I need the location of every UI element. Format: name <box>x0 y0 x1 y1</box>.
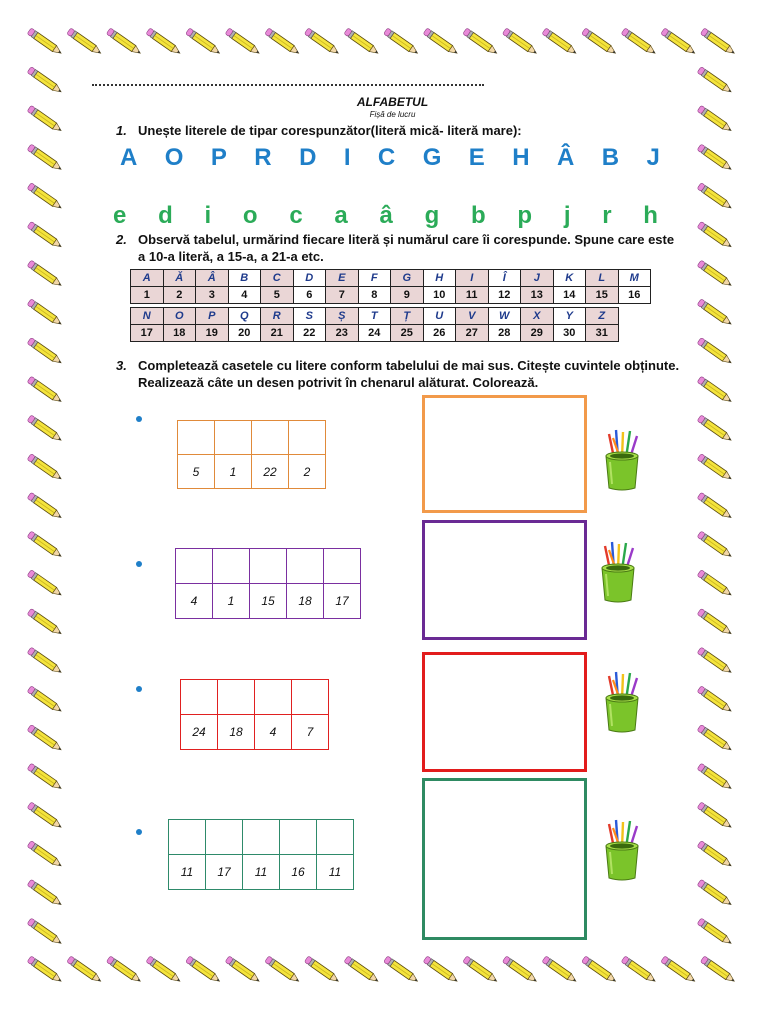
pencil-icon <box>697 415 733 443</box>
exercise-1-number: 1. <box>116 123 127 138</box>
alphabet-letter-cell: S <box>293 308 326 325</box>
pencil-cup-icon <box>600 818 644 882</box>
letter-input-cell[interactable] <box>288 420 326 455</box>
letter-input-cell[interactable] <box>291 679 329 715</box>
exercise-3-number: 3. <box>116 358 127 373</box>
lowercase-letter[interactable]: c <box>289 202 303 229</box>
alphabet-letter-cell: B <box>228 270 261 287</box>
pencil-icon <box>697 918 733 946</box>
alphabet-number-cell: 18 <box>163 325 196 342</box>
exercise-3-text-2: Realizează câte un desen potrivit în chenarul alăturat. Colorează. <box>138 375 539 390</box>
alphabet-table-row-1 <box>130 269 651 304</box>
lowercase-letter[interactable]: g <box>424 202 440 229</box>
alphabet-letter-cell: Î <box>488 270 521 287</box>
alphabet-letter-cell: X <box>521 308 554 325</box>
pencil-icon <box>27 802 63 830</box>
alphabet-letter-cell: L <box>586 270 619 287</box>
pencil-icon <box>383 28 419 56</box>
pencil-icon <box>581 28 617 56</box>
number-cell: 4 <box>175 583 213 619</box>
pencil-icon <box>27 454 63 482</box>
pencil-icon <box>27 956 63 984</box>
letter-input-cell[interactable] <box>212 548 250 584</box>
pencil-icon <box>27 183 63 211</box>
pencil-icon <box>146 956 182 984</box>
pencil-icon <box>697 492 733 520</box>
pencil-icon <box>27 144 63 172</box>
pencil-icon <box>265 956 301 984</box>
number-cell: 18 <box>286 583 324 619</box>
number-cell: 1 <box>214 454 252 489</box>
alphabet-number-cell: 27 <box>456 325 489 342</box>
alphabet-number-cell: 2 <box>163 287 196 304</box>
pencil-icon <box>265 28 301 56</box>
alphabet-number-cell: 15 <box>586 287 619 304</box>
uppercase-letters <box>120 144 660 172</box>
uppercase-letter[interactable]: Â <box>556 144 575 171</box>
pencil-icon <box>621 956 657 984</box>
number-cell: 5 <box>177 454 215 489</box>
pencil-icon <box>697 221 733 249</box>
exercise-2-text-1: Observă tabelul, urmărind fiecare literă și numărul care îi corespunde. Spune care este <box>138 232 675 247</box>
alphabet-letter-cell: G <box>391 270 424 287</box>
exercise-3-text-1: Completează casetele cu litere conform tabelului de mai sus. Citește cuvintele obținute. <box>138 358 680 373</box>
pencil-icon <box>185 28 221 56</box>
bullet-point <box>136 829 142 835</box>
alphabet-letter-cell: U <box>423 308 456 325</box>
pencil-icon <box>67 28 103 56</box>
alphabet-letter-cell: R <box>261 308 294 325</box>
word-grid-2 <box>175 548 360 618</box>
number-cell: 24 <box>180 714 218 750</box>
pencil-icon <box>304 28 340 56</box>
pencil-icon <box>27 415 63 443</box>
alphabet-letter-cell: Y <box>553 308 586 325</box>
uppercase-letter[interactable]: P <box>210 144 227 171</box>
alphabet-number-cell: 19 <box>196 325 229 342</box>
alphabet-table-row-2 <box>130 307 619 342</box>
alphabet-letter-cell: Â <box>196 270 229 287</box>
pencil-icon <box>463 28 499 56</box>
word-grid-4 <box>168 819 353 889</box>
alphabet-letter-cell: Ă <box>163 270 196 287</box>
letter-input-cell[interactable] <box>217 679 255 715</box>
pencil-icon <box>344 28 380 56</box>
pencil-icon <box>697 724 733 752</box>
pencil-icon <box>542 28 578 56</box>
number-cell: 1 <box>212 583 250 619</box>
pencil-icon <box>697 686 733 714</box>
pencil-icon <box>581 956 617 984</box>
alphabet-number-cell: 20 <box>228 325 261 342</box>
pencil-icon <box>27 841 63 869</box>
pencil-icon <box>700 956 736 984</box>
letter-input-cell[interactable] <box>242 819 280 855</box>
letter-input-cell[interactable] <box>205 819 243 855</box>
page-title: ALFABETUL <box>356 95 429 109</box>
pencil-icon <box>697 454 733 482</box>
pencil-icon <box>423 28 459 56</box>
pencil-icon <box>697 763 733 791</box>
pencil-icon <box>27 299 63 327</box>
pencil-icon <box>697 841 733 869</box>
number-cell: 2 <box>288 454 326 489</box>
word-grid-1 <box>177 420 325 488</box>
letter-input-cell[interactable] <box>249 548 287 584</box>
uppercase-letter[interactable]: H <box>512 144 530 171</box>
pencil-icon <box>383 956 419 984</box>
pencil-icon <box>106 956 142 984</box>
drawing-box-4[interactable] <box>422 778 587 940</box>
pencil-icon <box>697 531 733 559</box>
letter-input-cell[interactable] <box>251 420 289 455</box>
pencil-icon <box>502 28 538 56</box>
pencil-icon <box>697 879 733 907</box>
lowercase-letter[interactable]: h <box>643 202 658 229</box>
pencil-icon <box>27 221 63 249</box>
drawing-box-1[interactable] <box>422 395 587 513</box>
letter-input-cell[interactable] <box>316 819 354 855</box>
number-cell: 17 <box>323 583 361 619</box>
alphabet-number-cell: 3 <box>196 287 229 304</box>
number-cell: 15 <box>249 583 287 619</box>
pencil-icon <box>542 956 578 984</box>
pencil-icon <box>27 608 63 636</box>
lowercase-letter[interactable]: o <box>242 202 258 229</box>
pencil-icon <box>67 956 103 984</box>
pencil-icon <box>27 337 63 365</box>
alphabet-letter-cell: D <box>293 270 326 287</box>
letter-input-cell[interactable] <box>323 548 361 584</box>
alphabet-number-cell: 8 <box>358 287 391 304</box>
pencil-icon <box>697 802 733 830</box>
pencil-icon <box>27 918 63 946</box>
alphabet-number-cell: 21 <box>261 325 294 342</box>
alphabet-number-cell: 13 <box>521 287 554 304</box>
alphabet-letter-cell: C <box>261 270 294 287</box>
pencil-icon <box>423 956 459 984</box>
letter-input-cell[interactable] <box>175 548 213 584</box>
alphabet-number-cell: 11 <box>456 287 489 304</box>
lowercase-letter[interactable]: j <box>563 202 571 229</box>
alphabet-letter-cell: I <box>456 270 489 287</box>
pencil-icon <box>697 183 733 211</box>
drawing-box-3[interactable] <box>422 652 587 772</box>
alphabet-number-cell: 30 <box>553 325 586 342</box>
lowercase-letter[interactable]: p <box>517 202 533 229</box>
exercise-2-number: 2. <box>116 232 127 247</box>
uppercase-letter[interactable]: J <box>646 144 660 171</box>
pencil-icon <box>27 879 63 907</box>
alphabet-number-cell: 6 <box>293 287 326 304</box>
alphabet-number-cell: 28 <box>488 325 521 342</box>
number-cell: 22 <box>251 454 289 489</box>
bullet-point <box>136 686 142 692</box>
pencil-icon <box>661 956 697 984</box>
uppercase-letter[interactable]: I <box>343 144 351 171</box>
exercise-2-text-2: a 10-a literă, a 15-a, a 21-a etc. <box>138 249 324 264</box>
uppercase-letter[interactable]: O <box>164 144 184 171</box>
pencil-icon <box>463 956 499 984</box>
number-cell: 11 <box>168 854 206 890</box>
number-cell: 16 <box>279 854 317 890</box>
bullet-point <box>136 416 142 422</box>
lowercase-letter[interactable]: d <box>158 202 173 229</box>
alphabet-letter-cell: A <box>131 270 164 287</box>
lowercase-letter[interactable]: e <box>113 202 127 229</box>
pencil-icon <box>697 144 733 172</box>
alphabet-letter-cell: Z <box>586 308 619 325</box>
lowercase-letter[interactable]: a <box>334 202 348 229</box>
alphabet-number-cell: 4 <box>228 287 261 304</box>
exercise-2-instruction <box>116 231 694 265</box>
alphabet-number-cell: 23 <box>326 325 359 342</box>
letter-input-cell[interactable] <box>254 679 292 715</box>
pencil-cup-icon <box>596 540 640 604</box>
letter-input-cell[interactable] <box>180 679 218 715</box>
pencil-icon <box>697 570 733 598</box>
pencil-icon <box>27 376 63 404</box>
name-line <box>92 84 484 86</box>
pencil-icon <box>106 28 142 56</box>
pencil-icon <box>27 724 63 752</box>
number-cell: 7 <box>291 714 329 750</box>
pencil-icon <box>146 28 182 56</box>
pencil-icon <box>344 956 380 984</box>
alphabet-number-cell: 10 <box>423 287 456 304</box>
page-subtitle: Fișă de lucru <box>369 110 416 119</box>
pencil-icon <box>697 608 733 636</box>
pencil-icon <box>304 956 340 984</box>
pencil-cup-icon <box>600 670 644 734</box>
alphabet-letter-cell: N <box>131 308 164 325</box>
alphabet-number-cell: 17 <box>131 325 164 342</box>
uppercase-letter[interactable]: G <box>422 144 442 171</box>
uppercase-letter[interactable]: C <box>377 144 396 171</box>
pencil-icon <box>185 956 221 984</box>
alphabet-letter-cell: F <box>358 270 391 287</box>
alphabet-number-cell: 16 <box>618 287 651 304</box>
pencil-icon <box>27 28 63 56</box>
lowercase-letters <box>113 202 658 230</box>
letter-input-cell[interactable] <box>168 819 206 855</box>
pencil-cup-icon <box>600 428 644 492</box>
alphabet-letter-cell: W <box>488 308 521 325</box>
pencil-icon <box>27 763 63 791</box>
pencil-icon <box>27 570 63 598</box>
exercise-3-instruction <box>116 357 694 391</box>
alphabet-letter-cell: V <box>456 308 489 325</box>
alphabet-number-cell: 12 <box>488 287 521 304</box>
word-grid-3 <box>180 679 328 749</box>
pencil-icon <box>661 28 697 56</box>
pencil-icon <box>697 299 733 327</box>
pencil-icon <box>700 28 736 56</box>
drawing-box-2[interactable] <box>422 520 587 640</box>
alphabet-letter-cell: Ș <box>326 308 359 325</box>
pencil-icon <box>27 492 63 520</box>
alphabet-number-cell: 14 <box>553 287 586 304</box>
alphabet-number-cell: 24 <box>358 325 391 342</box>
pencil-icon <box>27 260 63 288</box>
lowercase-letter[interactable]: â <box>379 202 393 229</box>
alphabet-number-cell: 5 <box>261 287 294 304</box>
alphabet-letter-cell: T <box>358 308 391 325</box>
alphabet-number-cell: 9 <box>391 287 424 304</box>
alphabet-letter-cell: P <box>196 308 229 325</box>
pencil-icon <box>621 28 657 56</box>
pencil-icon <box>27 531 63 559</box>
uppercase-letter[interactable]: A <box>120 144 138 171</box>
exercise-1-text: Unește literele de tipar corespunzător(literă mică- literă mare): <box>138 123 522 138</box>
letter-input-cell[interactable] <box>177 420 215 455</box>
number-cell: 11 <box>316 854 354 890</box>
number-cell: 17 <box>205 854 243 890</box>
uppercase-letter[interactable]: E <box>468 144 485 171</box>
alphabet-number-cell: 29 <box>521 325 554 342</box>
letter-input-cell[interactable] <box>214 420 252 455</box>
alphabet-letter-cell: Q <box>228 308 261 325</box>
alphabet-letter-cell: M <box>618 270 651 287</box>
letter-input-cell[interactable] <box>286 548 324 584</box>
pencil-icon <box>697 376 733 404</box>
alphabet-letter-cell: K <box>553 270 586 287</box>
pencil-icon <box>225 956 261 984</box>
pencil-icon <box>697 67 733 95</box>
alphabet-letter-cell: J <box>521 270 554 287</box>
pencil-icon <box>27 647 63 675</box>
number-cell: 4 <box>254 714 292 750</box>
pencil-icon <box>27 67 63 95</box>
pencil-icon <box>697 647 733 675</box>
alphabet-number-cell: 1 <box>131 287 164 304</box>
alphabet-letter-cell: H <box>423 270 456 287</box>
uppercase-letter[interactable]: B <box>601 144 620 171</box>
pencil-icon <box>697 260 733 288</box>
bullet-point <box>136 561 142 567</box>
number-cell: 18 <box>217 714 255 750</box>
pencil-icon <box>27 686 63 714</box>
uppercase-letter[interactable]: R <box>254 144 272 171</box>
pencil-icon <box>225 28 261 56</box>
alphabet-number-cell: 22 <box>293 325 326 342</box>
lowercase-letter[interactable]: r <box>602 202 612 229</box>
pencil-icon <box>697 337 733 365</box>
alphabet-number-cell: 31 <box>586 325 619 342</box>
lowercase-letter[interactable]: b <box>471 202 486 229</box>
alphabet-number-cell: 26 <box>423 325 456 342</box>
alphabet-letter-cell: E <box>326 270 359 287</box>
alphabet-letter-cell: O <box>163 308 196 325</box>
pencil-icon <box>502 956 538 984</box>
number-cell: 11 <box>242 854 280 890</box>
exercise-1-instruction <box>116 122 522 139</box>
letter-input-cell[interactable] <box>279 819 317 855</box>
alphabet-letter-cell: Ț <box>391 308 424 325</box>
alphabet-number-cell: 25 <box>391 325 424 342</box>
lowercase-letter[interactable]: i <box>204 202 212 229</box>
alphabet-number-cell: 7 <box>326 287 359 304</box>
uppercase-letter[interactable]: D <box>299 144 317 171</box>
